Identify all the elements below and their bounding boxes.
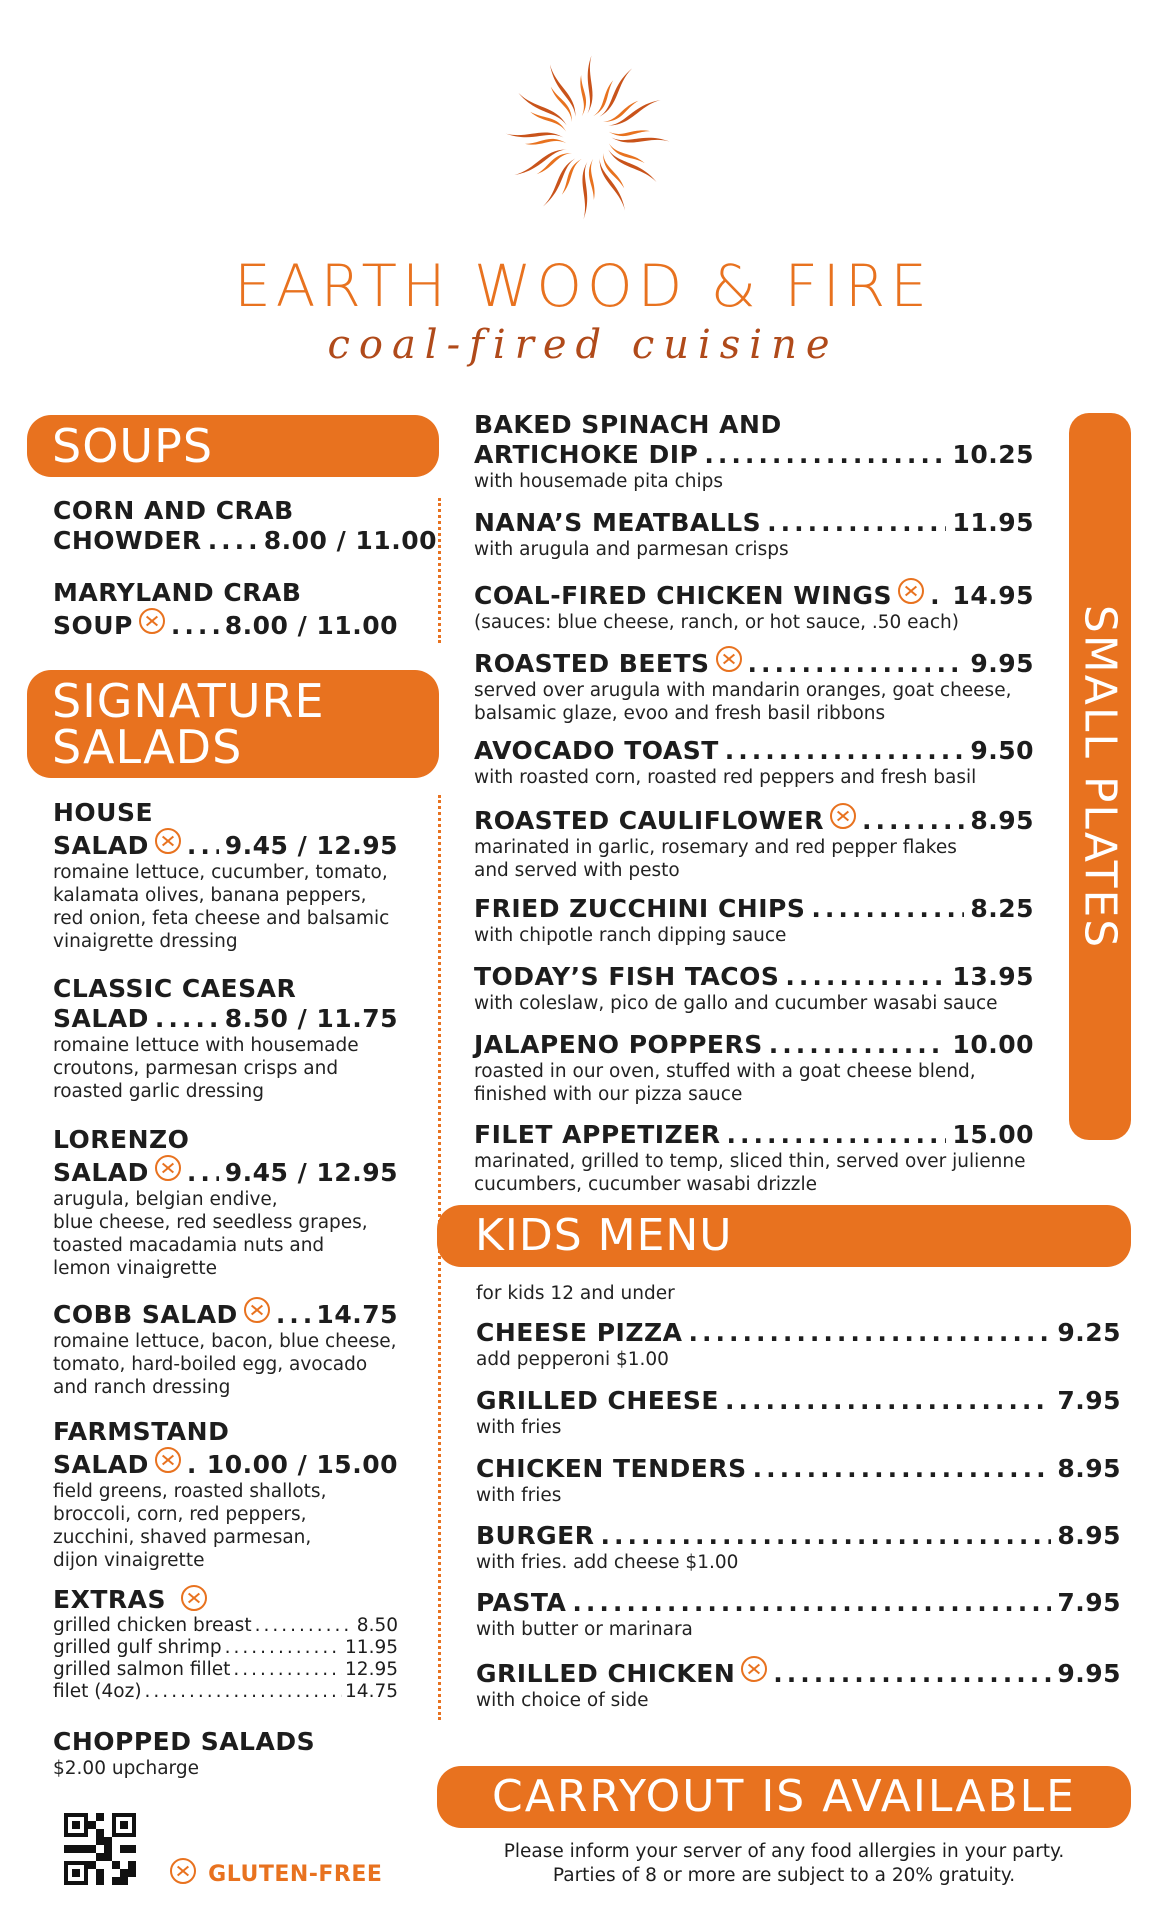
chopped-salads-section [53, 1727, 398, 1780]
extras-item-name: grilled chicken breast [53, 1615, 252, 1636]
item-description: with butter or marinara [476, 1619, 693, 1640]
item-name: HOUSE [53, 798, 154, 827]
item-name: CHICKEN TENDERS [476, 1454, 747, 1483]
item-description-line: broccoli, corn, red peppers, [53, 1504, 307, 1525]
extras-item-price: 14.75 [345, 1681, 398, 1702]
menu-item-small-plate [474, 508, 1034, 561]
item-price: 8.50 / 11.75 [224, 1004, 398, 1033]
item-name: CLASSIC CAESAR [53, 974, 297, 1003]
extras-item-price: 12.95 [345, 1659, 398, 1680]
item-name-cont: SALAD [53, 1450, 149, 1479]
item-price: 8.95 [1057, 1521, 1121, 1550]
item-name: LORENZO [53, 1125, 190, 1154]
gluten-free-icon [170, 1858, 196, 1884]
item-description-line: and ranch dressing [53, 1377, 231, 1398]
item-price: 7.95 [1057, 1386, 1121, 1415]
item-description-line: zucchini, shaved parmesan, [53, 1527, 312, 1548]
item-price: 11.95 [952, 508, 1034, 537]
item-description-line: roasted in our oven, stuffed with a goat cheese blend, [474, 1061, 976, 1082]
salads-title-line2: SALADS [52, 720, 243, 774]
item-description-line: and served with pesto [474, 860, 680, 881]
extras-item-name: filet (4oz) [53, 1681, 142, 1702]
item-name-cont: SALAD [53, 1158, 149, 1187]
extras-item [53, 1637, 398, 1659]
allergy-note: Please inform your server of any food allergies in your party. [503, 1841, 1065, 1862]
item-price: 10.00 / 15.00 [206, 1450, 398, 1479]
menu-item-small-plate [474, 578, 1034, 634]
item-price: 10.25 [952, 440, 1034, 469]
item-price: 8.25 [970, 894, 1034, 923]
extras-item-price: 8.50 [356, 1615, 398, 1636]
gluten-free-icon [155, 1447, 181, 1473]
menu-item-soup [53, 578, 398, 641]
item-name: GRILLED CHEESE [476, 1386, 719, 1415]
salads-header [27, 670, 439, 778]
item-name: COBB SALAD [53, 1300, 238, 1329]
item-description-line: vinaigrette dressing [53, 931, 238, 952]
item-description-line: croutons, parmesan crisps and [53, 1058, 339, 1079]
item-name-cont: SALAD [53, 831, 149, 860]
item-description-line: with chipotle ranch dipping sauce [474, 925, 787, 946]
item-name: CHEESE PIZZA [476, 1318, 683, 1347]
extras-title: EXTRAS [53, 1585, 167, 1614]
item-name-cont: SOUP [53, 611, 133, 640]
item-name: AVOCADO TOAST [474, 736, 719, 765]
chopped-salads-title: CHOPPED SALADS [53, 1727, 316, 1756]
gluten-free-icon [716, 646, 742, 672]
small-plates-title: SMALL PLATES [1074, 604, 1126, 949]
item-name: GRILLED CHICKEN [476, 1659, 736, 1688]
item-name: BURGER [476, 1521, 595, 1550]
gluten-free-icon [244, 1297, 270, 1323]
menu-item-kids [476, 1656, 1121, 1712]
menu-item-soup [53, 496, 437, 556]
extras-item-name: grilled salmon fillet [53, 1659, 231, 1680]
item-description-line: lemon vinaigrette [53, 1258, 217, 1279]
item-description-line: served over arugula with mandarin oranges, goat cheese, [474, 680, 1012, 701]
brand-name: EARTH WOOD & FIRE [234, 252, 932, 320]
item-price: 8.00 / 11.00 [224, 611, 398, 640]
extras-item [53, 1615, 398, 1637]
item-description-line: roasted garlic dressing [53, 1081, 264, 1102]
item-description-line: with roasted corn, roasted red peppers and fresh basil [474, 767, 977, 788]
extras-item-name: grilled gulf shrimp [53, 1637, 222, 1658]
item-description-line: with coleslaw, pico de gallo and cucumber wasabi sauce [474, 993, 998, 1014]
item-description-line: toasted macadamia nuts and [53, 1235, 325, 1256]
menu-item-small-plate [474, 410, 1034, 493]
qr-code-icon[interactable] [64, 1813, 136, 1885]
carryout-text: CARRYOUT IS AVAILABLE [492, 1771, 1076, 1822]
item-name-cont: ARTICHOKE DIP [474, 440, 699, 469]
item-price: 8.00 / 11.00 [263, 526, 437, 555]
item-name: JALAPENO POPPERS [474, 1030, 763, 1059]
menu-item-small-plate [474, 1120, 1034, 1196]
item-price: 9.45 / 12.95 [224, 831, 398, 860]
item-description-line: with arugula and parmesan crisps [474, 539, 789, 560]
divider [438, 498, 441, 643]
menu-item-small-plate [474, 736, 1034, 789]
extras-item [53, 1659, 398, 1681]
item-price: 9.95 [970, 649, 1034, 678]
item-name: ROASTED CAULIFLOWER [474, 806, 825, 835]
gratuity-note: Parties of 8 or more are subject to a 20% gratuity. [552, 1865, 1016, 1886]
item-description-line: with housemade pita chips [474, 471, 724, 492]
item-description-line: dijon vinaigrette [53, 1550, 205, 1571]
menu-item-small-plate [474, 1030, 1034, 1106]
item-description: with fries [476, 1485, 562, 1506]
item-description-line: romaine lettuce with housemade [53, 1035, 359, 1056]
item-price: 9.50 [970, 736, 1034, 765]
sun-logo-icon [500, 50, 675, 225]
item-description-line: arugula, belgian endive, [53, 1189, 278, 1210]
kids-menu-subtitle: for kids 12 and under [476, 1283, 675, 1304]
item-description-line: (sauces: blue cheese, ranch, or hot sauce, .50 each) [474, 612, 959, 633]
item-price: 10.00 [952, 1030, 1034, 1059]
item-name: COAL-FIRED CHICKEN WINGS [474, 581, 893, 610]
item-description-line: cucumbers, cucumber wasabi drizzle [474, 1174, 818, 1195]
item-description-line: marinated, grilled to temp, sliced thin, served over julienne [474, 1151, 1026, 1172]
soups-title: SOUPS [52, 419, 214, 473]
menu-item-small-plate [474, 803, 1034, 882]
item-description-line: marinated in garlic, rosemary and red pepper flakes [474, 837, 957, 858]
menu-item-salad [53, 1417, 398, 1572]
kids-menu-title: KIDS MENU [475, 1210, 733, 1261]
item-price: 13.95 [952, 962, 1034, 991]
item-price: 14.95 [952, 581, 1034, 610]
item-description-line: blue cheese, red seedless grapes, [53, 1212, 368, 1233]
menu-item-kids [476, 1454, 1121, 1507]
gluten-free-legend [170, 1858, 382, 1887]
extras-section [53, 1585, 398, 1703]
item-description-line: red onion, feta cheese and balsamic [53, 908, 390, 929]
gluten-free-icon [898, 578, 924, 604]
small-plates-header [1069, 413, 1131, 1140]
item-description: with fries [476, 1417, 562, 1438]
item-price: 14.75 [316, 1300, 398, 1329]
item-description-line: field greens, roasted shallots, [53, 1481, 327, 1502]
item-name-cont: CHOWDER [53, 526, 202, 555]
item-description-line: balsamic glaze, evoo and fresh basil ribbons [474, 703, 886, 724]
item-name: CORN AND CRAB [53, 496, 294, 525]
gluten-free-icon [741, 1656, 767, 1682]
item-name: PASTA [476, 1588, 567, 1617]
item-name: BAKED SPINACH AND [474, 410, 782, 439]
item-name-cont: SALAD [53, 1004, 149, 1033]
item-name: FRIED ZUCCHINI CHIPS [474, 894, 806, 923]
extras-item-price: 11.95 [345, 1637, 398, 1658]
item-name: FARMSTAND [53, 1417, 230, 1446]
item-name: TODAY’S FISH TACOS [474, 962, 780, 991]
menu-item-kids [476, 1318, 1121, 1371]
gluten-free-icon [830, 803, 856, 829]
item-price: 9.25 [1057, 1318, 1121, 1347]
item-price: 8.95 [1057, 1454, 1121, 1483]
menu-item-kids [476, 1588, 1121, 1641]
menu-item-kids [476, 1386, 1121, 1439]
gluten-free-label: GLUTEN-FREE [208, 1862, 383, 1887]
item-description: with fries. add cheese $1.00 [476, 1552, 739, 1573]
menu-item-small-plate [474, 962, 1034, 1015]
menu-item-salad [53, 1297, 398, 1399]
item-name: NANA’S MEATBALLS [474, 508, 762, 537]
item-description-line: finished with our pizza sauce [474, 1084, 743, 1105]
item-description-line: romaine lettuce, bacon, blue cheese, [53, 1331, 397, 1352]
menu-item-kids [476, 1521, 1121, 1574]
item-name: ROASTED BEETS [474, 649, 710, 678]
gluten-free-icon [139, 608, 165, 634]
chopped-salads-note: $2.00 upcharge [53, 1758, 199, 1779]
item-price: 15.00 [952, 1120, 1034, 1149]
item-description-line: romaine lettuce, cucumber, tomato, [53, 862, 388, 883]
gluten-free-icon [155, 1155, 181, 1181]
item-description-line: tomato, hard-boiled egg, avocado [53, 1354, 368, 1375]
carryout-banner [437, 1766, 1131, 1828]
item-description: with choice of side [476, 1690, 649, 1711]
soups-header [27, 415, 439, 477]
extras-item [53, 1681, 398, 1703]
item-description: add pepperoni $1.00 [476, 1349, 669, 1370]
gluten-free-icon [181, 1585, 207, 1611]
item-price: 9.95 [1057, 1659, 1121, 1688]
brand-tagline: coal-fired cuisine [327, 322, 839, 368]
item-name: MARYLAND CRAB [53, 578, 302, 607]
menu-item-salad [53, 798, 398, 953]
menu-item-salad [53, 1125, 398, 1280]
item-price: 9.45 / 12.95 [224, 1158, 398, 1187]
item-description-line: kalamata olives, banana peppers, [53, 885, 367, 906]
item-name: FILET APPETIZER [474, 1120, 721, 1149]
salads-title-line1: SIGNATURE [52, 674, 325, 728]
menu-item-small-plate [474, 894, 1034, 947]
item-price: 7.95 [1057, 1588, 1121, 1617]
kids-menu-header [437, 1205, 1131, 1267]
item-price: 8.95 [970, 806, 1034, 835]
menu-item-salad [53, 974, 398, 1103]
menu-item-small-plate [474, 646, 1034, 725]
gluten-free-icon [155, 828, 181, 854]
